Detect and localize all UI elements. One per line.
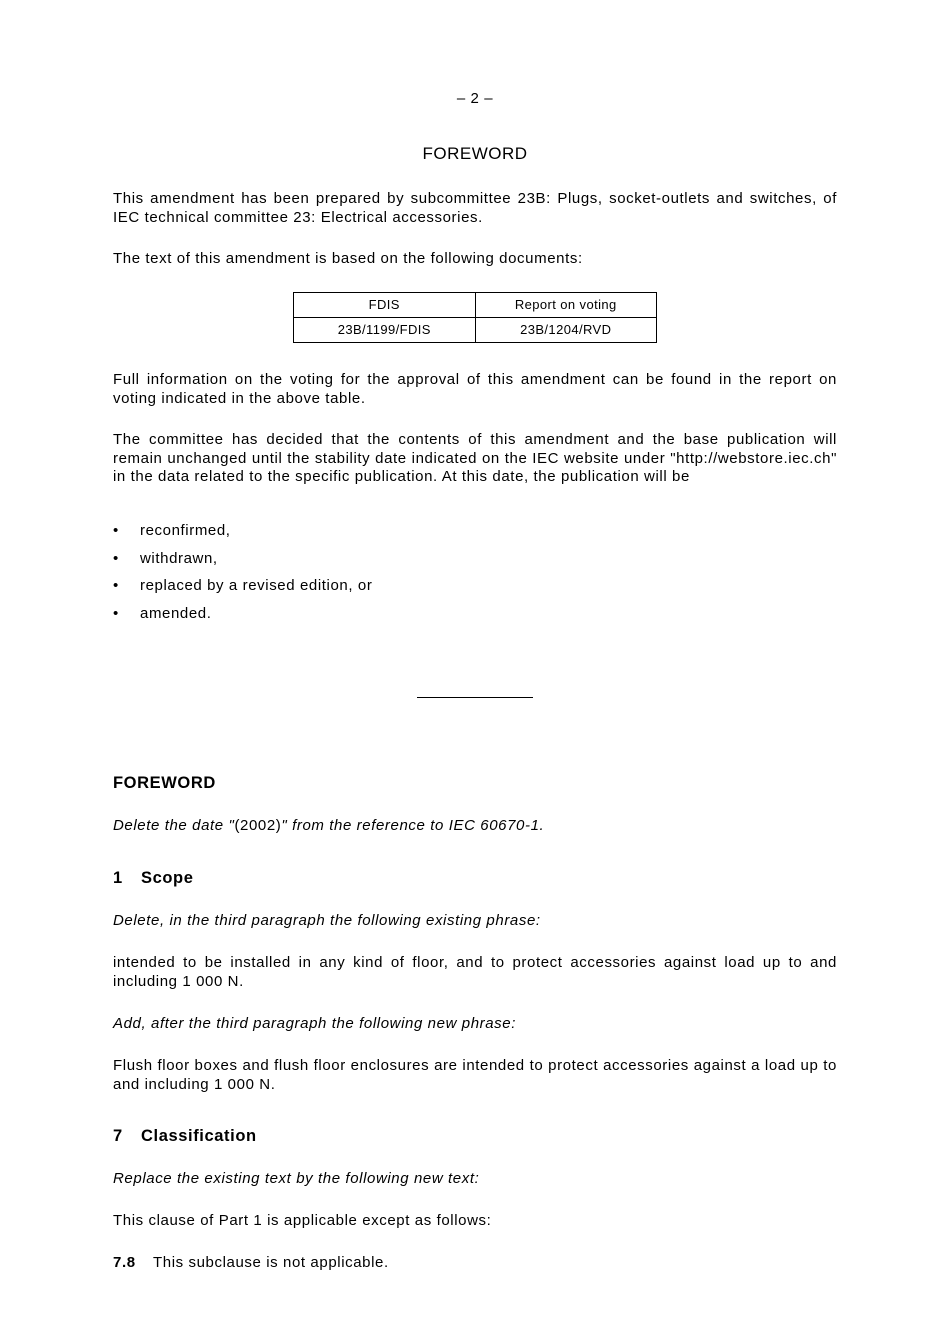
- list-item-label: reconfirmed,: [140, 522, 231, 539]
- classification-replace-instruction: Replace the existing text by the following new text:: [113, 1170, 480, 1187]
- table-cell: 23B/1199/FDIS: [294, 318, 476, 343]
- table-header-cell: Report on voting: [475, 293, 657, 318]
- section-title: Classification: [141, 1127, 257, 1145]
- section-title: Scope: [141, 869, 194, 887]
- scope-deleted-phrase: intended to be installed in any kind of floor, and to protect accessories against load up to and including 1 000 N.: [113, 954, 837, 990]
- classification-heading: [113, 1127, 837, 1146]
- bullet-icon: •: [113, 604, 119, 622]
- page-number: – 2 –: [456, 90, 494, 107]
- list-item-label: amended.: [140, 604, 212, 622]
- classification-clause-text: This clause of Part 1 is applicable except as follows:: [113, 1212, 492, 1229]
- instruction-before: Delete the date ": [113, 817, 235, 834]
- section-divider: [417, 697, 533, 698]
- bullet-icon: •: [113, 549, 119, 567]
- list-item: [113, 550, 837, 578]
- instruction-after: " from the reference to IEC 60670-1.: [281, 817, 545, 834]
- subclause-number: 7.8: [113, 1254, 136, 1271]
- scope-heading: [113, 869, 837, 888]
- scope-add-instruction: Add, after the third paragraph the following new phrase:: [113, 1015, 516, 1032]
- documents-table: [293, 292, 657, 343]
- list-item-label: withdrawn,: [140, 549, 218, 567]
- list-item: [113, 577, 837, 605]
- intro-paragraph: This amendment has been prepared by subcommittee 23B: Plugs, socket-outlets and switches, of IEC technical committee 23: Electrical accessories.: [113, 190, 837, 226]
- list-item: [113, 605, 837, 633]
- table-header-row: [294, 293, 657, 318]
- based-on-text: The text of this amendment is based on the following documents:: [113, 250, 583, 267]
- instruction-date: (2002): [234, 817, 282, 834]
- section-number: 1: [113, 869, 123, 887]
- bullet-icon: •: [113, 577, 119, 594]
- foreword-heading: FOREWORD: [113, 774, 216, 792]
- bullet-icon: •: [113, 522, 119, 539]
- scope-delete-instruction: Delete, in the third paragraph the following existing phrase:: [113, 912, 541, 929]
- committee-paragraph: The committee has decided that the contents of this amendment and the base publication will remain unchanged until the stability date indicated on the IEC website under "http://webstore.iec.ch" in the data related to the specific publication. At this date, the publication will be: [113, 431, 837, 485]
- subclause-7-8: [113, 1254, 837, 1273]
- voting-info-paragraph: Full information on the voting for the approval of this amendment can be found in the report on voting indicated in the above table.: [113, 371, 837, 407]
- table-row: [294, 318, 657, 343]
- table-header-cell: FDIS: [294, 293, 476, 318]
- table-cell: 23B/1204/RVD: [475, 318, 657, 343]
- page-title: FOREWORD: [422, 144, 528, 163]
- outcomes-list: [113, 522, 837, 632]
- list-item-label: replaced by a revised edition, or: [140, 577, 373, 594]
- foreword-instruction: [113, 817, 837, 836]
- scope-new-phrase: Flush floor boxes and flush floor enclosures are intended to protect accessories against a load up to and including 1 000 N.: [113, 1057, 837, 1093]
- list-item: [113, 522, 837, 550]
- section-number: 7: [113, 1127, 123, 1145]
- subclause-text: This subclause is not applicable.: [153, 1254, 389, 1271]
